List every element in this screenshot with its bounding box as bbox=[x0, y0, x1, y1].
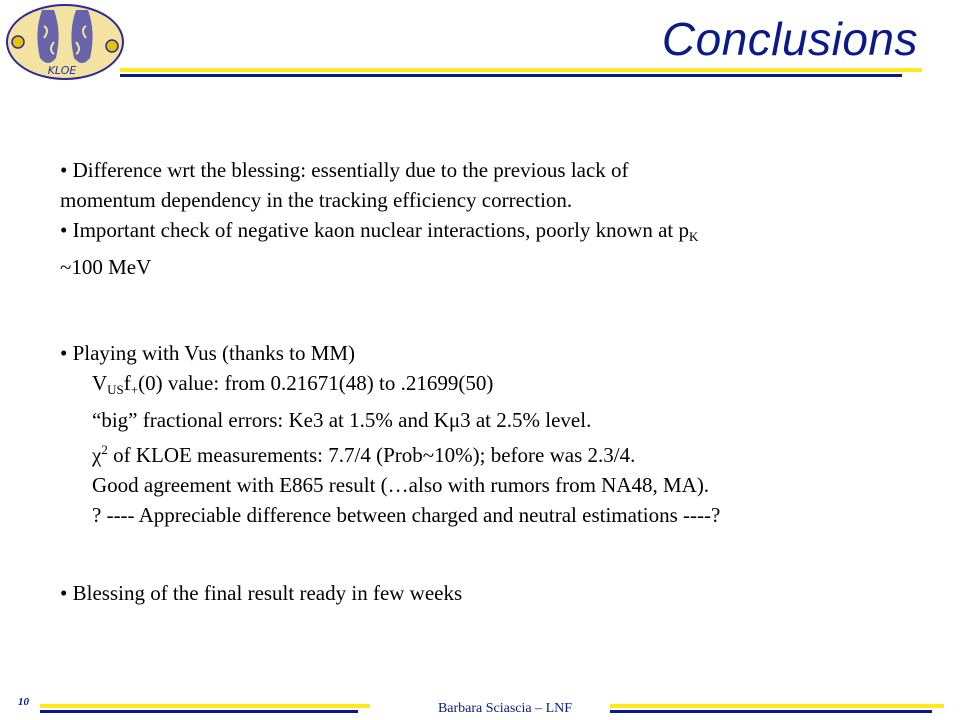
bullet-difference: • Difference wrt the blessing: essentially due to the previous lack of bbox=[60, 158, 629, 182]
footer-rule-right-blue bbox=[610, 710, 932, 713]
vus-value-line: $V_{US}f_+(0)$ value: from 0.21671(48) to .21699(50) bbox=[92, 371, 494, 397]
footer-rule-left-yellow bbox=[40, 704, 370, 708]
bullet-vus-heading: • Playing with Vus (thanks to MM) bbox=[60, 341, 356, 365]
footer-rule-left-blue bbox=[40, 710, 358, 713]
bullet-kaon-check-cont: ~100 MeV bbox=[60, 255, 152, 279]
difference-line: ? ---- Appreciable difference between charged and neutral estimations ----? bbox=[92, 503, 721, 527]
agreement-line: Good agreement with E865 result (…also with rumors from NA48, MA). bbox=[92, 473, 710, 497]
fractional-errors-line: “big” fractional errors: Ke3 at 1.5% and Kμ3 at 2.5% level. bbox=[92, 408, 592, 432]
svg-text:KLOE: KLOE bbox=[47, 64, 77, 77]
page-number: 10 bbox=[18, 696, 29, 708]
slide-body bbox=[60, 155, 920, 608]
kloe-logo bbox=[4, 2, 126, 82]
chi2-line: $\chi^2$ of KLOE measurements: 7.7/4 (Prob~10%); before was 2.3/4. bbox=[92, 442, 636, 467]
footer-rule-right-yellow bbox=[610, 704, 944, 708]
title-rule-blue bbox=[120, 74, 902, 77]
footer-author: Barbara Sciascia – LNF bbox=[437, 701, 573, 716]
title-rule-yellow bbox=[120, 68, 922, 72]
bullet-blessing: • Blessing of the final result ready in few weeks bbox=[60, 581, 463, 605]
bullet-difference-cont: momentum dependency in the tracking efficiency correction. bbox=[60, 188, 573, 212]
bullet-kaon-check: • Important check of negative kaon nuclear interactions, poorly known at $p_K$ bbox=[60, 218, 699, 244]
slide-title: Conclusions bbox=[661, 13, 918, 65]
